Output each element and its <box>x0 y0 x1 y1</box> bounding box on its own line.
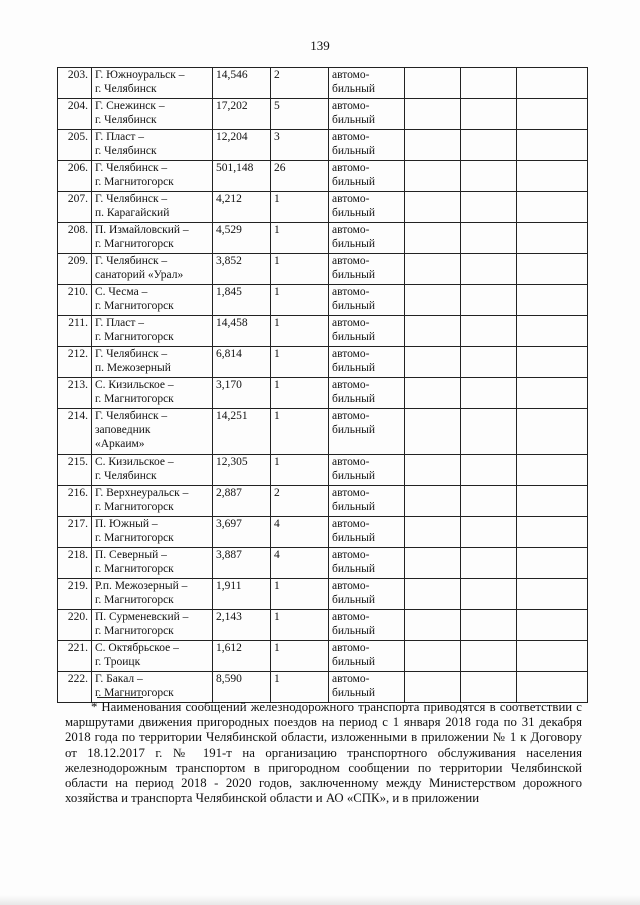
transport-mode <box>329 378 405 409</box>
route-distance: 2,887 <box>213 486 271 517</box>
route-distance: 17,202 <box>213 99 271 130</box>
transport-mode-line: автомо- <box>332 549 370 561</box>
route-name-line: Г. Пласт – <box>95 317 145 329</box>
route-distance: 12,204 <box>213 130 271 161</box>
route-name-line: г. Челябинск <box>95 145 157 157</box>
row-number: 214. <box>58 409 92 455</box>
row-number: 203. <box>58 68 92 99</box>
route-name-line: г. Троицк <box>95 656 141 668</box>
table-row <box>58 409 588 455</box>
transport-mode-line: автомо- <box>332 487 370 499</box>
route-name-line: г. Магнитогорск <box>95 300 174 312</box>
empty-cell <box>461 517 517 548</box>
transport-mode <box>329 316 405 347</box>
route-name-line: С. Кизильское – <box>95 379 174 391</box>
transport-mode-line: бильный <box>332 424 376 436</box>
transport-mode <box>329 641 405 672</box>
page-bottom-edge <box>0 895 640 905</box>
route-name-line: С. Октябрьское – <box>95 642 179 654</box>
footnote-marker: * <box>91 700 98 714</box>
route-trips: 1 <box>271 672 329 703</box>
empty-cell <box>405 641 461 672</box>
empty-cell <box>517 409 588 455</box>
transport-mode-line: автомо- <box>332 642 370 654</box>
empty-cell <box>461 641 517 672</box>
route-name <box>92 610 213 641</box>
empty-cell <box>517 579 588 610</box>
table-row <box>58 223 588 254</box>
transport-mode-line: бильный <box>332 656 376 668</box>
route-trips: 3 <box>271 130 329 161</box>
row-number: 210. <box>58 285 92 316</box>
transport-mode <box>329 99 405 130</box>
empty-cell <box>405 579 461 610</box>
routes-table <box>57 67 588 703</box>
transport-mode-line: автомо- <box>332 224 370 236</box>
empty-cell <box>461 610 517 641</box>
empty-cell <box>405 548 461 579</box>
transport-mode <box>329 672 405 703</box>
row-number: 213. <box>58 378 92 409</box>
route-name-line: г. Магнитогорск <box>95 625 174 637</box>
route-name-line: Г. Южноуральск – <box>95 69 185 81</box>
empty-cell <box>405 99 461 130</box>
route-distance: 3,170 <box>213 378 271 409</box>
route-trips: 1 <box>271 641 329 672</box>
transport-mode-line: бильный <box>332 269 376 281</box>
route-name <box>92 223 213 254</box>
empty-cell <box>517 99 588 130</box>
transport-mode-line: автомо- <box>332 456 370 468</box>
page-number: 139 <box>310 38 330 53</box>
route-name-line: Г. Снежинск – <box>95 100 165 112</box>
route-name-line: «Аркаим» <box>95 438 145 450</box>
empty-cell <box>461 378 517 409</box>
route-name <box>92 285 213 316</box>
transport-mode <box>329 161 405 192</box>
table-row <box>58 347 588 378</box>
empty-cell <box>405 455 461 486</box>
route-trips: 5 <box>271 99 329 130</box>
route-distance: 14,546 <box>213 68 271 99</box>
empty-cell <box>461 99 517 130</box>
empty-cell <box>517 378 588 409</box>
transport-mode <box>329 517 405 548</box>
route-name-line: г. Челябинск <box>95 83 157 95</box>
route-distance: 14,458 <box>213 316 271 347</box>
route-distance: 6,814 <box>213 347 271 378</box>
route-distance: 14,251 <box>213 409 271 455</box>
transport-mode-line: автомо- <box>332 580 370 592</box>
route-distance: 501,148 <box>213 161 271 192</box>
route-trips: 1 <box>271 409 329 455</box>
empty-cell <box>461 223 517 254</box>
table-row <box>58 378 588 409</box>
route-name <box>92 316 213 347</box>
route-trips: 1 <box>271 347 329 378</box>
row-number: 217. <box>58 517 92 548</box>
transport-mode <box>329 285 405 316</box>
empty-cell <box>461 548 517 579</box>
route-name <box>92 130 213 161</box>
transport-mode-line: бильный <box>332 470 376 482</box>
transport-mode-line: автомо- <box>332 410 370 422</box>
route-trips: 4 <box>271 517 329 548</box>
route-name <box>92 517 213 548</box>
row-number: 206. <box>58 161 92 192</box>
table-row <box>58 455 588 486</box>
transport-mode <box>329 223 405 254</box>
transport-mode-line: бильный <box>332 362 376 374</box>
route-name-line: г. Магнитогорск <box>95 331 174 343</box>
route-name <box>92 192 213 223</box>
route-name <box>92 68 213 99</box>
route-name <box>92 455 213 486</box>
table-row <box>58 285 588 316</box>
empty-cell <box>517 641 588 672</box>
empty-cell <box>461 486 517 517</box>
transport-mode-line: бильный <box>332 176 376 188</box>
route-name <box>92 409 213 455</box>
empty-cell <box>405 161 461 192</box>
route-trips: 1 <box>271 610 329 641</box>
route-name-line: С. Чесма – <box>95 286 148 298</box>
routes-table-body <box>58 68 588 703</box>
transport-mode <box>329 409 405 455</box>
route-distance: 4,529 <box>213 223 271 254</box>
route-name-line: П. Южный – <box>95 518 158 530</box>
transport-mode-line: бильный <box>332 563 376 575</box>
empty-cell <box>405 486 461 517</box>
route-name-line: г. Магнитогорск <box>95 501 174 513</box>
empty-cell <box>461 130 517 161</box>
row-number: 208. <box>58 223 92 254</box>
table-row <box>58 68 588 99</box>
route-name-line: П. Сурменевский – <box>95 611 189 623</box>
route-name <box>92 99 213 130</box>
route-distance: 3,887 <box>213 548 271 579</box>
empty-cell <box>517 455 588 486</box>
row-number: 207. <box>58 192 92 223</box>
route-distance: 1,911 <box>213 579 271 610</box>
route-name-line: П. Северный – <box>95 549 167 561</box>
empty-cell <box>461 285 517 316</box>
transport-mode-line: бильный <box>332 393 376 405</box>
table-row <box>58 486 588 517</box>
transport-mode-line: автомо- <box>332 193 370 205</box>
route-trips: 1 <box>271 455 329 486</box>
transport-mode <box>329 455 405 486</box>
row-number: 221. <box>58 641 92 672</box>
route-name-line: Г. Челябинск – <box>95 348 168 360</box>
empty-cell <box>517 548 588 579</box>
empty-cell <box>405 378 461 409</box>
route-name-line: г. Магнитогорск <box>95 532 174 544</box>
route-name <box>92 378 213 409</box>
transport-mode-line: бильный <box>332 532 376 544</box>
empty-cell <box>517 672 588 703</box>
row-number: 219. <box>58 579 92 610</box>
transport-mode-line: бильный <box>332 145 376 157</box>
empty-cell <box>517 316 588 347</box>
route-distance: 3,697 <box>213 517 271 548</box>
empty-cell <box>517 347 588 378</box>
footnote-text: Наименования сообщений железнодорожного транспорта приводятся в соответствии с маршрутами движения пригородных поездов на период с 1 января 2018 года по 31 декабря 2018 года по территории Челябинской области, изложенными в приложении № 1 к Договору от 18.12.2017 г. № 191-т на организацию транспортного обслуживания населения железнодорожным транспортом в пригородном сообщении по территории Челябинской области на период 2018 - 2020 годов, заключенному между Министерством дорожного хозяйства и транспорта Челябинской области и АО «СПК», и в приложении <box>65 700 582 806</box>
empty-cell <box>461 347 517 378</box>
transport-mode-line: автомо- <box>332 379 370 391</box>
transport-mode <box>329 192 405 223</box>
empty-cell <box>405 517 461 548</box>
empty-cell <box>405 285 461 316</box>
route-name-line: Г. Челябинск – <box>95 162 168 174</box>
transport-mode-line: автомо- <box>332 611 370 623</box>
transport-mode <box>329 254 405 285</box>
empty-cell <box>461 579 517 610</box>
table-row <box>58 548 588 579</box>
transport-mode-line: автомо- <box>332 100 370 112</box>
empty-cell <box>461 161 517 192</box>
empty-cell <box>405 316 461 347</box>
transport-mode-line: бильный <box>332 238 376 250</box>
route-name-line: г. Магнитогорск <box>95 393 174 405</box>
route-distance: 12,305 <box>213 455 271 486</box>
route-name-line: Г. Пласт – <box>95 131 145 143</box>
route-name <box>92 254 213 285</box>
route-name-line: г. Магнитогорск <box>95 563 174 575</box>
empty-cell <box>405 223 461 254</box>
table-row <box>58 579 588 610</box>
empty-cell <box>405 409 461 455</box>
route-trips: 1 <box>271 579 329 610</box>
transport-mode-line: автомо- <box>332 518 370 530</box>
row-number: 204. <box>58 99 92 130</box>
route-name-line: Р.п. Межозерный – <box>95 580 188 592</box>
route-name-line: Г. Челябинск – <box>95 255 168 267</box>
row-number: 218. <box>58 548 92 579</box>
route-name-line: г. Магнитогорск <box>95 238 174 250</box>
footnote-separator <box>97 697 143 698</box>
row-number: 211. <box>58 316 92 347</box>
row-number: 215. <box>58 455 92 486</box>
table-row <box>58 192 588 223</box>
table-row <box>58 517 588 548</box>
route-name-line: п. Карагайский <box>95 207 170 219</box>
row-number: 220. <box>58 610 92 641</box>
route-name <box>92 641 213 672</box>
transport-mode <box>329 130 405 161</box>
empty-cell <box>461 455 517 486</box>
table-row <box>58 610 588 641</box>
footnote <box>65 700 582 806</box>
route-distance: 1,612 <box>213 641 271 672</box>
empty-cell <box>517 223 588 254</box>
table-row <box>58 641 588 672</box>
route-name <box>92 486 213 517</box>
table-row <box>58 254 588 285</box>
transport-mode-line: автомо- <box>332 673 370 685</box>
transport-mode-line: автомо- <box>332 348 370 360</box>
route-trips: 26 <box>271 161 329 192</box>
route-trips: 1 <box>271 223 329 254</box>
route-name-line: Г. Верхнеуральск – <box>95 487 189 499</box>
empty-cell <box>461 254 517 285</box>
empty-cell <box>517 130 588 161</box>
route-name <box>92 579 213 610</box>
row-number: 212. <box>58 347 92 378</box>
route-trips: 1 <box>271 316 329 347</box>
transport-mode-line: бильный <box>332 501 376 513</box>
route-trips: 1 <box>271 192 329 223</box>
empty-cell <box>405 347 461 378</box>
route-name-line: С. Кизильское – <box>95 456 174 468</box>
row-number: 216. <box>58 486 92 517</box>
transport-mode <box>329 347 405 378</box>
route-trips: 2 <box>271 68 329 99</box>
route-distance: 3,852 <box>213 254 271 285</box>
route-name <box>92 347 213 378</box>
empty-cell <box>405 672 461 703</box>
route-name-line: г. Магнитогорск <box>95 176 174 188</box>
empty-cell <box>517 161 588 192</box>
empty-cell <box>461 672 517 703</box>
transport-mode-line: бильный <box>332 331 376 343</box>
route-trips: 4 <box>271 548 329 579</box>
route-name-line: г. Магнитогорск <box>95 594 174 606</box>
transport-mode <box>329 486 405 517</box>
transport-mode-line: бильный <box>332 300 376 312</box>
transport-mode-line: автомо- <box>332 162 370 174</box>
empty-cell <box>461 409 517 455</box>
route-name <box>92 548 213 579</box>
route-name-line: санаторий «Урал» <box>95 269 184 281</box>
route-name-line: г. Магнитогорск <box>95 687 174 699</box>
route-name-line: Г. Челябинск – <box>95 410 168 422</box>
table-row <box>58 316 588 347</box>
empty-cell <box>405 130 461 161</box>
transport-mode-line: бильный <box>332 207 376 219</box>
route-name-line: заповедник <box>95 424 151 436</box>
transport-mode-line: бильный <box>332 83 376 95</box>
transport-mode <box>329 579 405 610</box>
transport-mode-line: бильный <box>332 625 376 637</box>
empty-cell <box>517 486 588 517</box>
route-name <box>92 161 213 192</box>
route-distance: 4,212 <box>213 192 271 223</box>
route-name-line: г. Челябинск <box>95 470 157 482</box>
route-name-line: п. Межозерный <box>95 362 171 374</box>
empty-cell <box>405 254 461 285</box>
row-number: 205. <box>58 130 92 161</box>
table-row <box>58 130 588 161</box>
route-name-line: Г. Бакал – <box>95 673 143 685</box>
route-distance: 8,590 <box>213 672 271 703</box>
route-distance: 2,143 <box>213 610 271 641</box>
table-row <box>58 99 588 130</box>
route-trips: 1 <box>271 378 329 409</box>
empty-cell <box>461 68 517 99</box>
route-trips: 1 <box>271 285 329 316</box>
table-row <box>58 161 588 192</box>
transport-mode <box>329 68 405 99</box>
route-distance: 1,845 <box>213 285 271 316</box>
transport-mode-line: бильный <box>332 687 376 699</box>
transport-mode-line: автомо- <box>332 255 370 267</box>
route-name-line: Г. Челябинск – <box>95 193 168 205</box>
transport-mode-line: автомо- <box>332 69 370 81</box>
empty-cell <box>517 254 588 285</box>
transport-mode-line: автомо- <box>332 317 370 329</box>
route-name-line: г. Челябинск <box>95 114 157 126</box>
transport-mode-line: автомо- <box>332 131 370 143</box>
row-number: 222. <box>58 672 92 703</box>
empty-cell <box>517 610 588 641</box>
transport-mode-line: автомо- <box>332 286 370 298</box>
route-name-line: П. Измайловский – <box>95 224 189 236</box>
transport-mode-line: бильный <box>332 594 376 606</box>
route-trips: 2 <box>271 486 329 517</box>
transport-mode-line: бильный <box>332 114 376 126</box>
empty-cell <box>461 316 517 347</box>
empty-cell <box>405 610 461 641</box>
empty-cell <box>517 517 588 548</box>
empty-cell <box>517 68 588 99</box>
row-number: 209. <box>58 254 92 285</box>
transport-mode <box>329 610 405 641</box>
transport-mode <box>329 548 405 579</box>
empty-cell <box>405 68 461 99</box>
empty-cell <box>517 192 588 223</box>
empty-cell <box>405 192 461 223</box>
route-trips: 1 <box>271 254 329 285</box>
empty-cell <box>461 192 517 223</box>
empty-cell <box>517 285 588 316</box>
